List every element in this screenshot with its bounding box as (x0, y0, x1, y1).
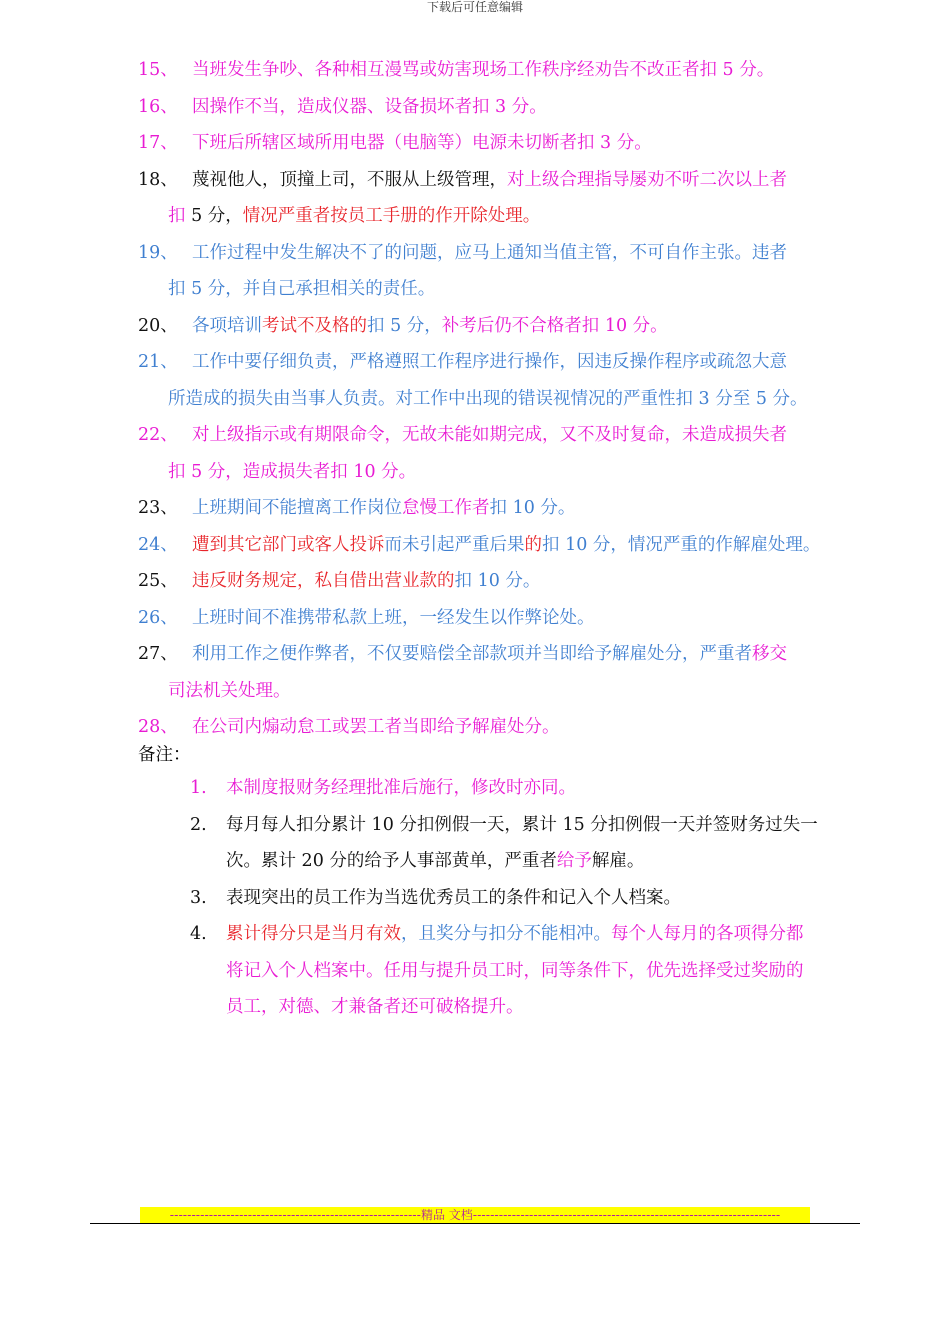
rule-text: 扣 10 分。 (454, 571, 541, 591)
rule-text: 违反财务规定，私自借出营业款的 (192, 571, 455, 591)
rule-line (192, 97, 547, 117)
rule-item (138, 52, 868, 89)
note-text: 每个人每月的各项得分都 (611, 924, 804, 944)
note-item (190, 807, 860, 880)
note-line (226, 843, 860, 880)
rule-text: 蔑视他人，顶撞上司，不服从上级管理， (192, 169, 507, 190)
rule-line (168, 198, 868, 235)
rule-item (138, 490, 868, 527)
rule-text: 利用工作之便作弊者，不仅要赔偿全部款项并当即给予解雇处分，严重者 (192, 644, 752, 664)
rule-number: 22、 (138, 425, 178, 445)
footer-rule (90, 1223, 860, 1224)
rule-item (138, 563, 868, 600)
note-text: 次。累计 20 分的给予人事部黄单，严重者 (226, 851, 557, 871)
rule-text: 扣 (168, 206, 186, 226)
note-text: 员工，对德、才兼备者还可破格提升。 (226, 997, 524, 1017)
rule-item (138, 636, 868, 709)
note-text: ，且奖分与扣分不能相冲。 (401, 924, 611, 944)
rule-text: 下班后所辖区域所用电器（电脑等）电源未切断者扣 3 分。 (192, 133, 652, 153)
rule-line (168, 381, 868, 418)
rule-line (192, 571, 540, 591)
rule-text: 司法机关处理。 (168, 680, 291, 701)
rule-text: 情况严重者按员工手册的作开除处理。 (242, 206, 541, 226)
rule-text: 扣 10 分。 (489, 498, 576, 518)
rule-text: 怠慢工作者 (402, 498, 490, 518)
rule-item (138, 89, 868, 126)
note-item (190, 880, 860, 917)
rule-number: 19、 (138, 242, 178, 263)
rule-line (192, 717, 560, 737)
rule-number: 28、 (138, 717, 178, 737)
note-number: 3. (190, 887, 207, 908)
remarks-list (190, 770, 860, 1026)
note-line (226, 778, 576, 798)
rule-number: 24、 (138, 534, 178, 555)
note-item (190, 916, 860, 1026)
note-line (226, 953, 860, 990)
rule-item (138, 235, 868, 308)
rule-text: 扣 5 分，并自己承担相关的责任。 (168, 279, 436, 299)
rule-text: 扣 5 分，造成损失者扣 10 分。 (168, 461, 417, 482)
page-header: 下载后可任意编辑 (426, 0, 523, 14)
note-number: 2. (190, 814, 207, 835)
rule-item (138, 162, 868, 235)
rule-line (192, 133, 652, 153)
rule-number: 23、 (138, 498, 178, 518)
note-item (190, 770, 860, 807)
rule-text: 5 分， (185, 206, 243, 226)
rule-text: 工作过程中发生解决不了的问题，应马上通知当值主管，不可自作主张。违者 (192, 242, 787, 263)
rule-number: 17、 (138, 133, 178, 153)
rules-list (138, 52, 868, 746)
rule-text: 扣 5 分， (367, 315, 442, 336)
rule-item (138, 125, 868, 162)
rule-number: 27、 (138, 644, 178, 664)
rule-number: 26、 (138, 607, 178, 628)
rule-line (192, 498, 575, 518)
rule-text: 而未引起严重后果 (384, 534, 525, 555)
rule-line (192, 535, 820, 555)
rule-text: 对上级指示或有期限命令，无故未能如期完成，又不及时复命，未造成损失者 (192, 425, 787, 445)
rule-line (168, 673, 868, 710)
rule-text: 在公司内煽动怠工或罢工者当即给予解雇处分。 (192, 717, 560, 737)
rule-text: 对上级合理指导屡劝不听二次以上者 (507, 169, 787, 190)
note-text: 给予 (556, 851, 592, 871)
rule-line (192, 608, 595, 628)
rule-text: 移交 (752, 644, 787, 664)
rule-text: 工作中要仔细负责，严格遵照工作程序进行操作，因违反操作程序或疏忽大意 (192, 352, 787, 372)
rule-text: 所造成的损失由当事人负责。对工作中出现的错误视情况的严重性扣 3 分至 5 分。 (168, 388, 808, 409)
rule-number: 16、 (138, 96, 178, 117)
rule-text: 扣 10 分，情况严重的作解雇处理。 (542, 534, 821, 555)
rule-line (192, 425, 787, 445)
rule-item (138, 308, 868, 345)
rule-item (138, 600, 868, 637)
note-text: 累计得分只是当月有效 (226, 924, 401, 944)
rule-number: 25、 (138, 571, 178, 591)
rule-line (192, 243, 787, 263)
rule-line (192, 352, 787, 372)
rule-text: 补考后仍不合格者扣 10 分。 (441, 315, 668, 336)
rule-number: 21、 (138, 352, 178, 372)
note-line (226, 815, 818, 835)
rule-line (192, 60, 774, 80)
rule-text: 因操作不当，造成仪器、设备损坏者扣 3 分。 (192, 96, 547, 117)
footer-banner: ----------------------------------------------------------精品 文档----------------------------------------------------------------------- (140, 1207, 810, 1223)
rule-text: 遭到其它部门或客人投诉 (192, 534, 385, 555)
note-line (226, 888, 681, 908)
rule-line (168, 271, 868, 308)
rule-line (192, 644, 787, 664)
rule-line (192, 316, 668, 336)
note-text: 表现突出的员工作为当选优秀员工的条件和记入个人档案。 (226, 887, 681, 908)
rule-text: 上班期间不能擅离工作岗位 (192, 498, 402, 518)
rule-text: 当班发生争吵、各种相互漫骂或妨害现场工作秩序经劝告不改正者扣 5 分。 (192, 60, 775, 80)
rule-item (138, 527, 868, 564)
note-text: 每月每人扣分累计 10 分扣例假一天，累计 15 分扣例假一天并签财务过失一 (226, 814, 818, 835)
note-text: 解雇。 (591, 851, 645, 871)
rule-text: 上班时间不准携带私款上班，一经发生以作弊论处。 (192, 607, 595, 628)
rule-line (192, 170, 787, 190)
rule-item (138, 344, 868, 417)
rule-text: 考试不及格的 (262, 315, 367, 336)
note-line (226, 989, 860, 1026)
rule-line (168, 454, 868, 491)
rule-number: 18、 (138, 169, 178, 190)
remarks-title: 备注： (138, 745, 191, 765)
rule-item (138, 417, 868, 490)
note-text: 将记入个人档案中。任用与提升员工时，同等条件下，优先选择受过奖励的 (226, 960, 804, 981)
rule-number: 20、 (138, 315, 178, 336)
rule-item (138, 709, 868, 746)
note-number: 1. (190, 778, 207, 798)
rule-text: 各项培训 (192, 315, 262, 336)
note-number: 4. (190, 924, 207, 944)
note-text: 本制度报财务经理批准后施行，修改时亦同。 (226, 778, 576, 798)
rule-text: 的 (524, 534, 542, 555)
note-line (226, 924, 804, 944)
rule-number: 15、 (138, 60, 178, 80)
